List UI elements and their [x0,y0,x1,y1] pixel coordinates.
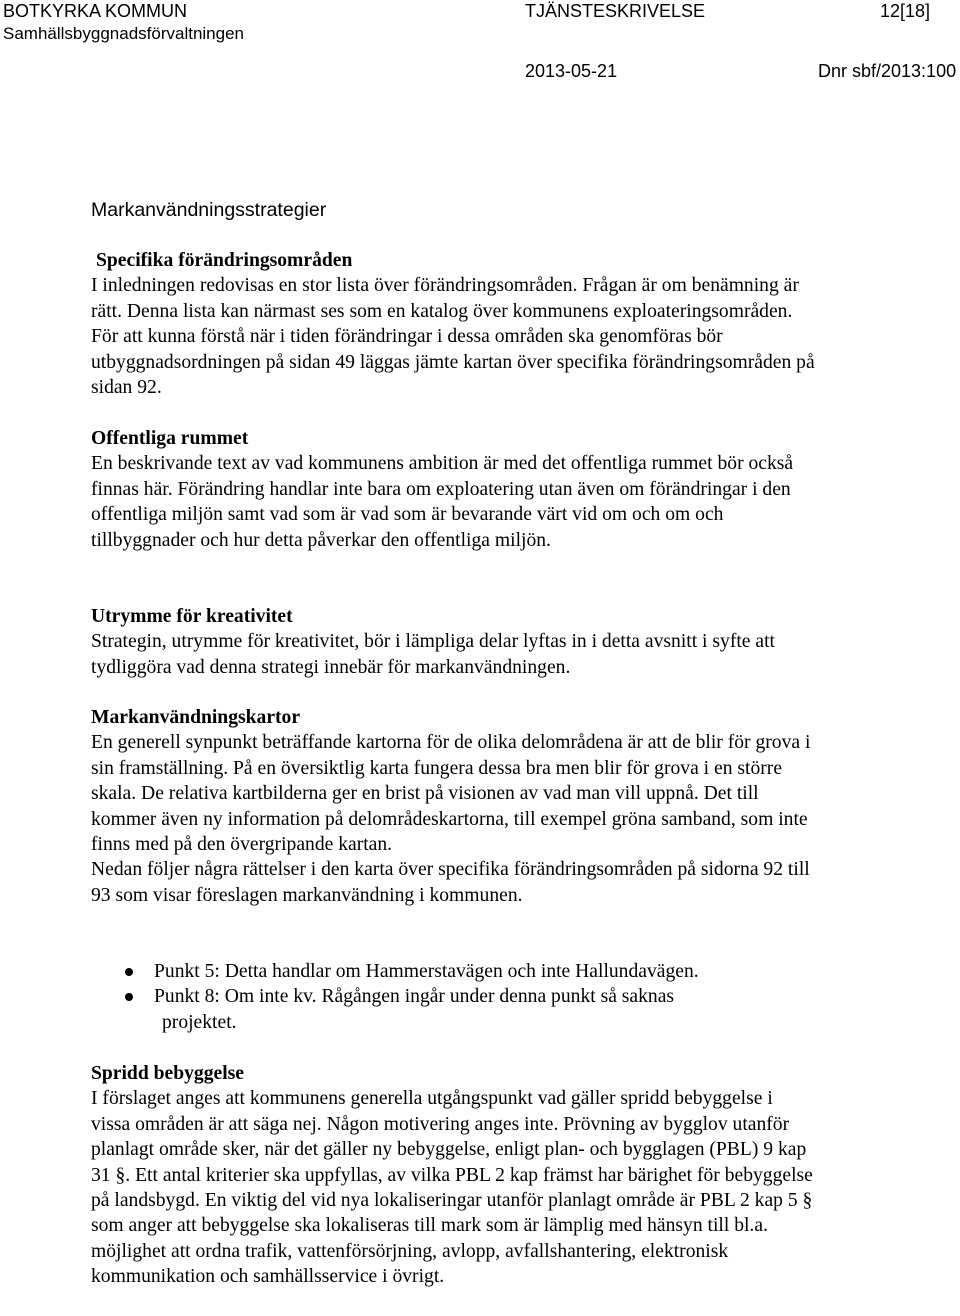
section-title: Markanvändningskartor [91,707,301,728]
section-paragraph: I förslaget anges att kommunens generella utgångspunkt vad gäller spridd bebyggelse i vissa områden är att säga nej. Någon motivering anges inte. Prövning av bygglov utanför planlagt område sker, när det gäller ny bebyggelse, enligt plan- och bygglagen (PBL) 9 kap 31 §. Ett antal kriterier ska uppfyllas, av vilka PBL 2 kap främst har bärighet för bebyggelse på landsbygd. En viktig del vid nya lokaliseringar utanför planlagt område är PBL 2 kap 5 § som anger att bebyggelse ska lokaliseras till mark som är lämplig med hänsyn till bl.a. möjlighet att ordna trafik, vattenförsörjning, avlopp, avfallshantering, elektronisk kommunikation och samhällsservice i övrigt. [91,1088,813,1288]
section-paragraph: Strategin, utrymme för kreativitet, bör i lämpliga delar lyftas in i detta avsnitt i syfte att tydliggöra vad denna strategi innebär för markanvändningen. [91,631,775,678]
section-utrymme-for-kreativitet [91,604,816,680]
section-paragraph: En generell synpunkt beträffande kartorna för de olika delområdena är att de blir för grova i sin framställning. På en översiktlig karta fungera dessa bra men blir för grova i en större skala. De relativa kartbilderna ger en brist på visionen av vad man vill uppnå. Det till kommer även ny information på delområdeskartorna, till exempel gröna samband, som inte finns med på den övergripande kartan. [91,732,811,856]
bullet-icon [125,968,133,976]
document-reference: Dnr sbf/2013:100 [818,61,957,81]
section-markanvandningskartor [91,705,816,908]
list-item-continuation: projektet. [162,1011,237,1033]
section-specifika [91,248,816,400]
section-title: Offentliga rummet [91,428,249,449]
section-paragraph: I inledningen redovisas en stor lista över förändringsområden. Frågan är om benämning är rätt. Denna lista kan närmast ses som en katalog över kommunens exploateringsområden. För att kunna förstå när i tiden förändringar i dessa områden ska genomföras bör utbyggnadsordningen på sidan 49 läggas jämte kartan över specifika förändringsområden på sidan 92. [91,275,815,399]
list-item [91,959,816,984]
section-paragraph: En beskrivande text av vad kommunens ambition är med det offentliga rummet bör också finnas här. Förändring handlar inte bara om exploatering utan även om förändringar i den offentliga miljön samt vad som är vad som är bevarande värt vid om och om och tillbyggnader och hur detta påverkar den offentliga miljön. [91,453,794,551]
organization-name: BOTKYRKA KOMMUN [3,1,188,21]
document-date: 2013-05-21 [525,61,618,81]
document-type: TJÄNSTESKRIVELSE [525,1,706,21]
list-item [91,984,816,1035]
section-title: Specifika förändringsområden [96,250,353,271]
section-title: Spridd bebyggelse [91,1063,244,1084]
bullet-icon [125,993,133,1001]
corrections-list [91,959,816,1035]
section-title: Utrymme för kreativitet [91,606,293,627]
page-number: 12[18] [880,1,931,21]
section-offentliga-rummet [91,426,816,553]
section-spridd-bebyggelse [91,1061,816,1290]
list-item-text: Punkt 8: Om inte kv. Rågången ingår under denna punkt så saknas [154,986,675,1008]
section-paragraph-2: Nedan följer några rättelser i den karta över specifika förändringsområden på sidorna 92 till 93 som visar föreslagen markanvändning i kommunen. [91,859,810,906]
department-name: Samhällsbyggnadsförvaltningen [3,24,244,43]
page-title: Markanvändningsstrategier [91,199,327,221]
list-item-text: Punkt 5: Detta handlar om Hammerstavägen och inte Hallundavägen. [154,961,699,982]
